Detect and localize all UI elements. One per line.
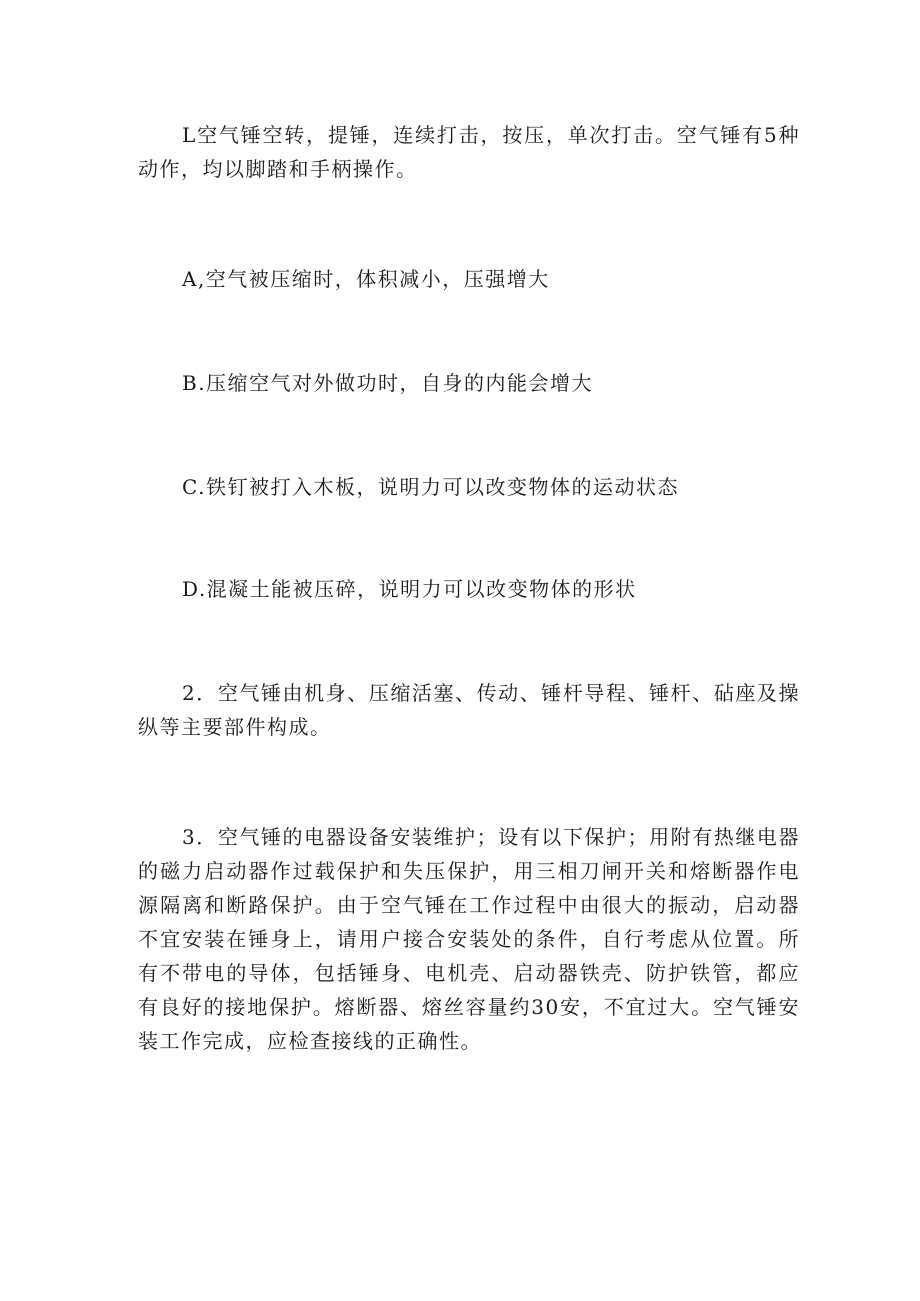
option-d-paragraph: D.混凝土能被压碎，说明力可以改变物体的形状 — [182, 577, 637, 601]
option-c-paragraph: C.铁钉被打入木板，说明力可以改变物体的运动状态 — [182, 475, 679, 499]
item-3-paragraph: 3．空气锤的电器设备安装维护；设有以下保护；用附有热继电器的磁力启动器作过载保护和失压保护，用三相刀闸开关和熔断器作电源隔离和断路保护。由于空气锤在工作过程中由很大的振动，启动器不宜安装在锤身上，请用户接合安装处的条件，自行考虑从位置。所有不带电的导体，包括锤身、电机壳、启动器铁壳、防护铁管，都应有良好的接地保护。熔断器、熔丝容量约30安，不宜过大。空气锤安装工作完成，应检查接线的正确性。 — [138, 825, 800, 1053]
option-a-paragraph: A,空气被压缩时，体积减小，压强增大 — [182, 267, 550, 291]
item-2-paragraph: 2．空气锤由机身、压缩活塞、传动、锤杆导程、锤杆、砧座及操纵等主要部件构成。 — [138, 681, 800, 739]
intro-paragraph: L空气锤空转，提锤，连续打击，按压，单次打击。空气锤有5种动作，均以脚踏和手柄操作。 — [138, 123, 800, 181]
option-b-paragraph: B.压缩空气对外做功时，自身的内能会增大 — [182, 371, 594, 395]
